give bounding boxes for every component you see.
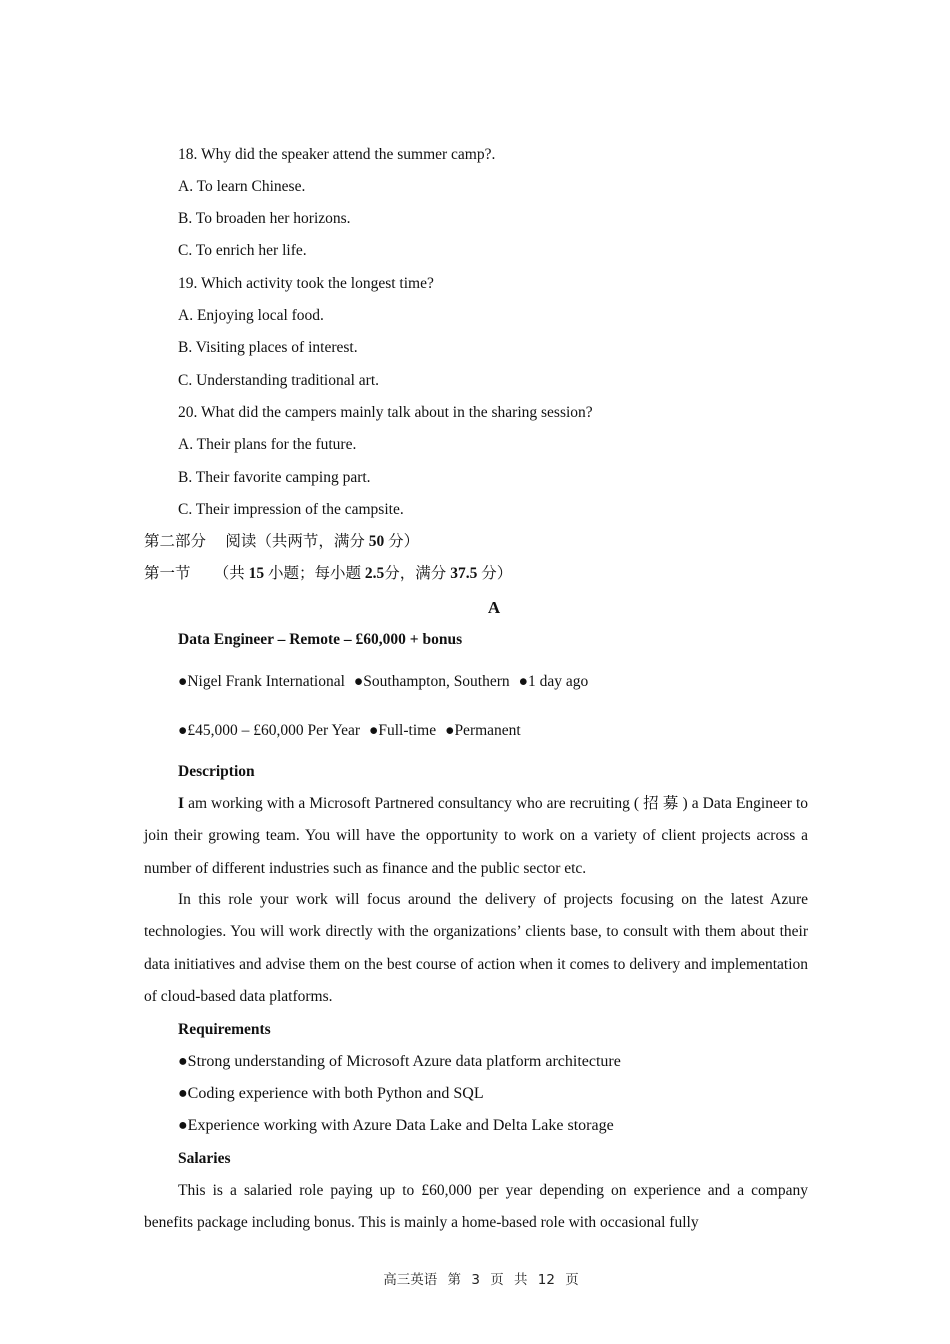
meta-job-type: ●Full-time: [369, 722, 437, 739]
footer-total-pages: 12: [537, 1272, 555, 1288]
footer-page-number: 3: [471, 1272, 480, 1288]
meta-posted: ●1 day ago: [518, 673, 589, 690]
requirements-heading: Requirements: [178, 1021, 271, 1038]
footer-total-suffix: 页: [565, 1272, 579, 1288]
question-20-option-c: C. Their impression of the campsite.: [178, 501, 404, 518]
meta-company: ●Nigel Frank International: [178, 673, 345, 690]
passage-letter: A: [487, 598, 501, 617]
page-footer: [0, 1268, 950, 1288]
meta-contract: ●Permanent: [445, 722, 521, 739]
footer-total-prefix: 共: [514, 1272, 528, 1288]
question-20-stem: 20. What did the campers mainly talk about in the sharing session?: [178, 404, 593, 421]
part-label: 第二部分: [144, 533, 207, 550]
question-19-option-b: B. Visiting places of interest.: [178, 339, 358, 356]
section-heading-part2: [144, 532, 419, 552]
description-paragraph-1: [144, 788, 808, 885]
question-20-option-a: A. Their plans for the future.: [178, 436, 357, 453]
sub-text-d: 分）: [481, 565, 513, 582]
sub-text-b: 小题；每小题: [268, 565, 362, 582]
part-title: 阅读（共两节，满分: [225, 533, 365, 550]
requirement-item: ●Strong understanding of Microsoft Azure data platform architecture: [178, 1053, 621, 1070]
question-19-option-a: A. Enjoying local food.: [178, 307, 324, 324]
question-18-option-a: A. To learn Chinese.: [178, 178, 306, 195]
description-p1-text: am working with a Microsoft Partnered consultancy who are recruiting ( 招 募 ) a Data Engineer to join their growing team. You will have the opportunity to work on a variety of client projects across a number of different industries such as finance and the public sector etc.: [144, 795, 808, 877]
footer-page-prefix: 第: [447, 1272, 462, 1288]
sub-label: 第一节: [144, 565, 191, 582]
requirement-item: ●Experience working with Azure Data Lake and Delta Lake storage: [178, 1117, 614, 1134]
sub-text-c: 分，满分: [384, 565, 447, 582]
part-end: 分）: [388, 533, 420, 550]
sub-count: 15: [248, 565, 265, 582]
sub-each-score: 2.5: [364, 565, 385, 582]
salaries-heading: Salaries: [178, 1150, 231, 1167]
footer-page-suffix: 页: [490, 1272, 504, 1288]
footer-subject: 高三英语: [383, 1272, 438, 1288]
description-heading: Description: [178, 763, 255, 780]
question-18-option-c: C. To enrich her life.: [178, 242, 307, 259]
meta-location: ●Southampton, Southern: [353, 673, 510, 690]
question-19-stem: 19. Which activity took the longest time?: [178, 275, 434, 292]
meta-salary-range: ●£45,000 – £60,000 Per Year: [178, 722, 361, 739]
question-20-option-b: B. Their favorite camping part.: [178, 469, 371, 486]
job-meta-row-1: [178, 672, 597, 692]
section-heading-sub1: [144, 564, 512, 584]
description-first-letter: I: [178, 795, 185, 812]
requirement-item: ●Coding experience with both Python and SQL: [178, 1085, 484, 1102]
question-18-option-b: B. To broaden her horizons.: [178, 210, 351, 227]
salaries-paragraph: This is a salaried role paying up to £60,000 per year depending on experience and a company benefits package including bonus. This is mainly a home-based role with occasional fully: [144, 1182, 808, 1232]
part-score: 50: [368, 533, 385, 550]
sub-total-score: 37.5: [450, 565, 478, 582]
job-meta-row-2: [178, 721, 530, 741]
question-18-stem: 18. Why did the speaker attend the summer camp?.: [178, 146, 496, 163]
description-paragraph-2: In this role your work will focus around the delivery of projects focusing on the latest Azure technologies. You will work directly with the organizations’ clients base, to consult with them about their data initiatives and advise them on the best course of action when it comes to delivery and implementation of cloud-based data platforms.: [144, 891, 808, 1005]
job-title: Data Engineer – Remote – £60,000 + bonus: [178, 631, 463, 648]
sub-text-a: （共: [213, 565, 245, 582]
question-19-option-c: C. Understanding traditional art.: [178, 372, 380, 389]
